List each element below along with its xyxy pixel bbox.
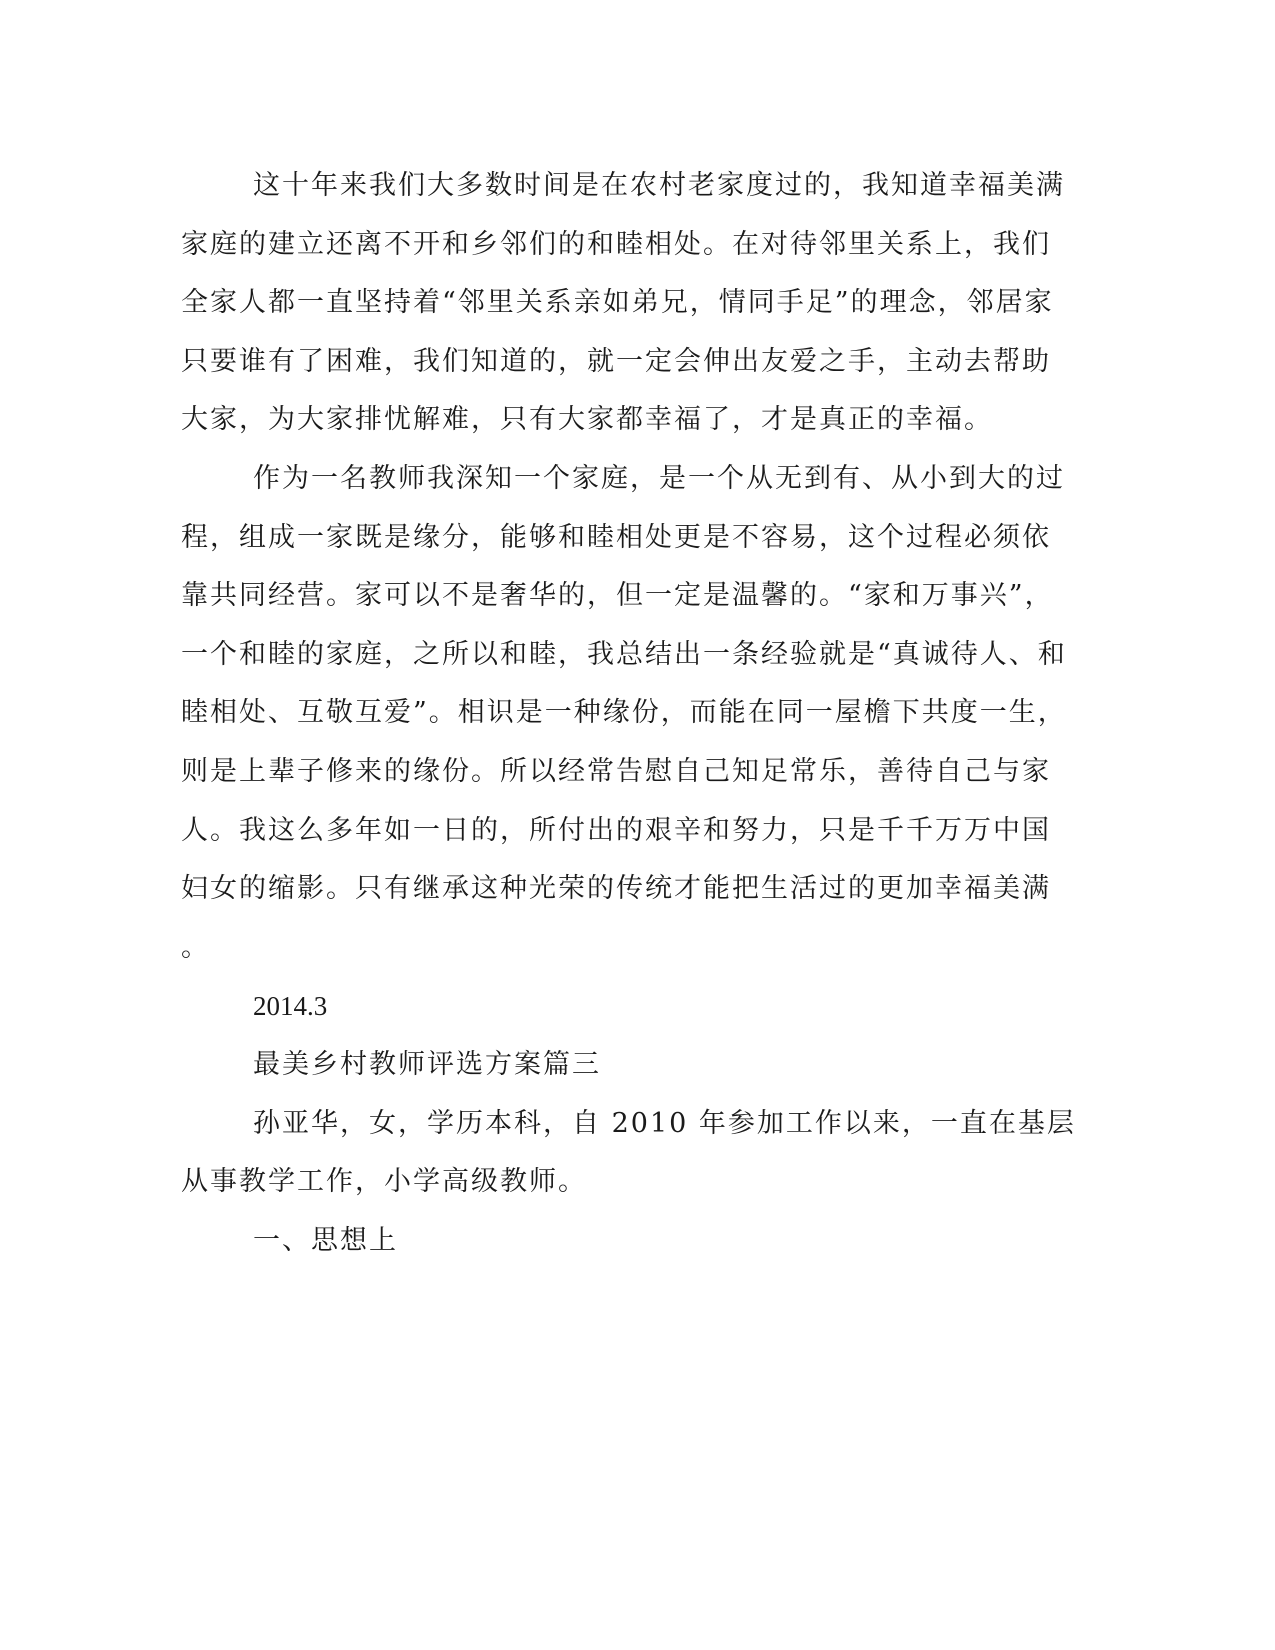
section-title: 最美乡村教师评选方案篇三	[253, 1048, 601, 1080]
paragraph-line: 孙亚华，女，学历本科，自 2010 年参加工作以来，一直在基层	[253, 1107, 1076, 1139]
subheading: 一、思想上	[253, 1224, 398, 1256]
paragraph-line: 这十年来我们大多数时间是在农村老家度过的，我知道幸福美满	[253, 170, 1065, 201]
date-line: 2014.3	[253, 991, 328, 1022]
paragraph-line: 一个和睦的家庭，之所以和睦，我总结出一条经验就是“真诚待人、和	[181, 638, 1067, 670]
paragraph-neighbors	[181, 157, 1065, 450]
paragraph-line: 人。我这么多年如一日的，所付出的艰辛和努力，只是千千万万中国	[181, 814, 1051, 846]
paragraph-line: 妇女的缩影。只有继承这种光荣的传统才能把生活过的更加幸福美满	[181, 873, 1051, 905]
paragraph-line: 从事教学工作，小学高级教师。	[181, 1166, 587, 1198]
paragraph-line: 家庭的建立还离不开和乡邻们的和睦相处。在对待邻里关系上，我们	[181, 228, 1051, 260]
paragraph-line: 全家人都一直坚持着“邻里关系亲如弟兄，情同手足”的理念，邻居家	[181, 287, 1054, 319]
paragraph-intro	[181, 1095, 1076, 1212]
paragraph-line: 靠共同经营。家可以不是奢华的，但一定是温馨的。“家和万事兴”，	[181, 580, 1054, 612]
paragraph-line: 作为一名教师我深知一个家庭，是一个从无到有、从小到大的过	[253, 462, 1065, 494]
paragraph-line: 只要谁有了困难，我们知道的，就一定会伸出友爱之手，主动去帮助	[181, 345, 1051, 377]
paragraph-line: 睦相处、互敬互爱”。相识是一种缘份，而能在同一屋檐下共度一生，	[181, 697, 1067, 729]
document-body	[181, 157, 1076, 1270]
paragraph-line: 则是上辈子修来的缘份。所以经常告慰自己知足常乐，善待自己与家	[181, 755, 1051, 787]
paragraph-line: 程，组成一家既是缘分，能够和睦相处更是不容易，这个过程必须依	[181, 521, 1051, 553]
paragraph-family	[181, 450, 1067, 977]
paragraph-line: 大家，为大家排忧解难，只有大家都幸福了，才是真正的幸福。	[181, 404, 993, 436]
paragraph-line: 。	[181, 931, 210, 963]
